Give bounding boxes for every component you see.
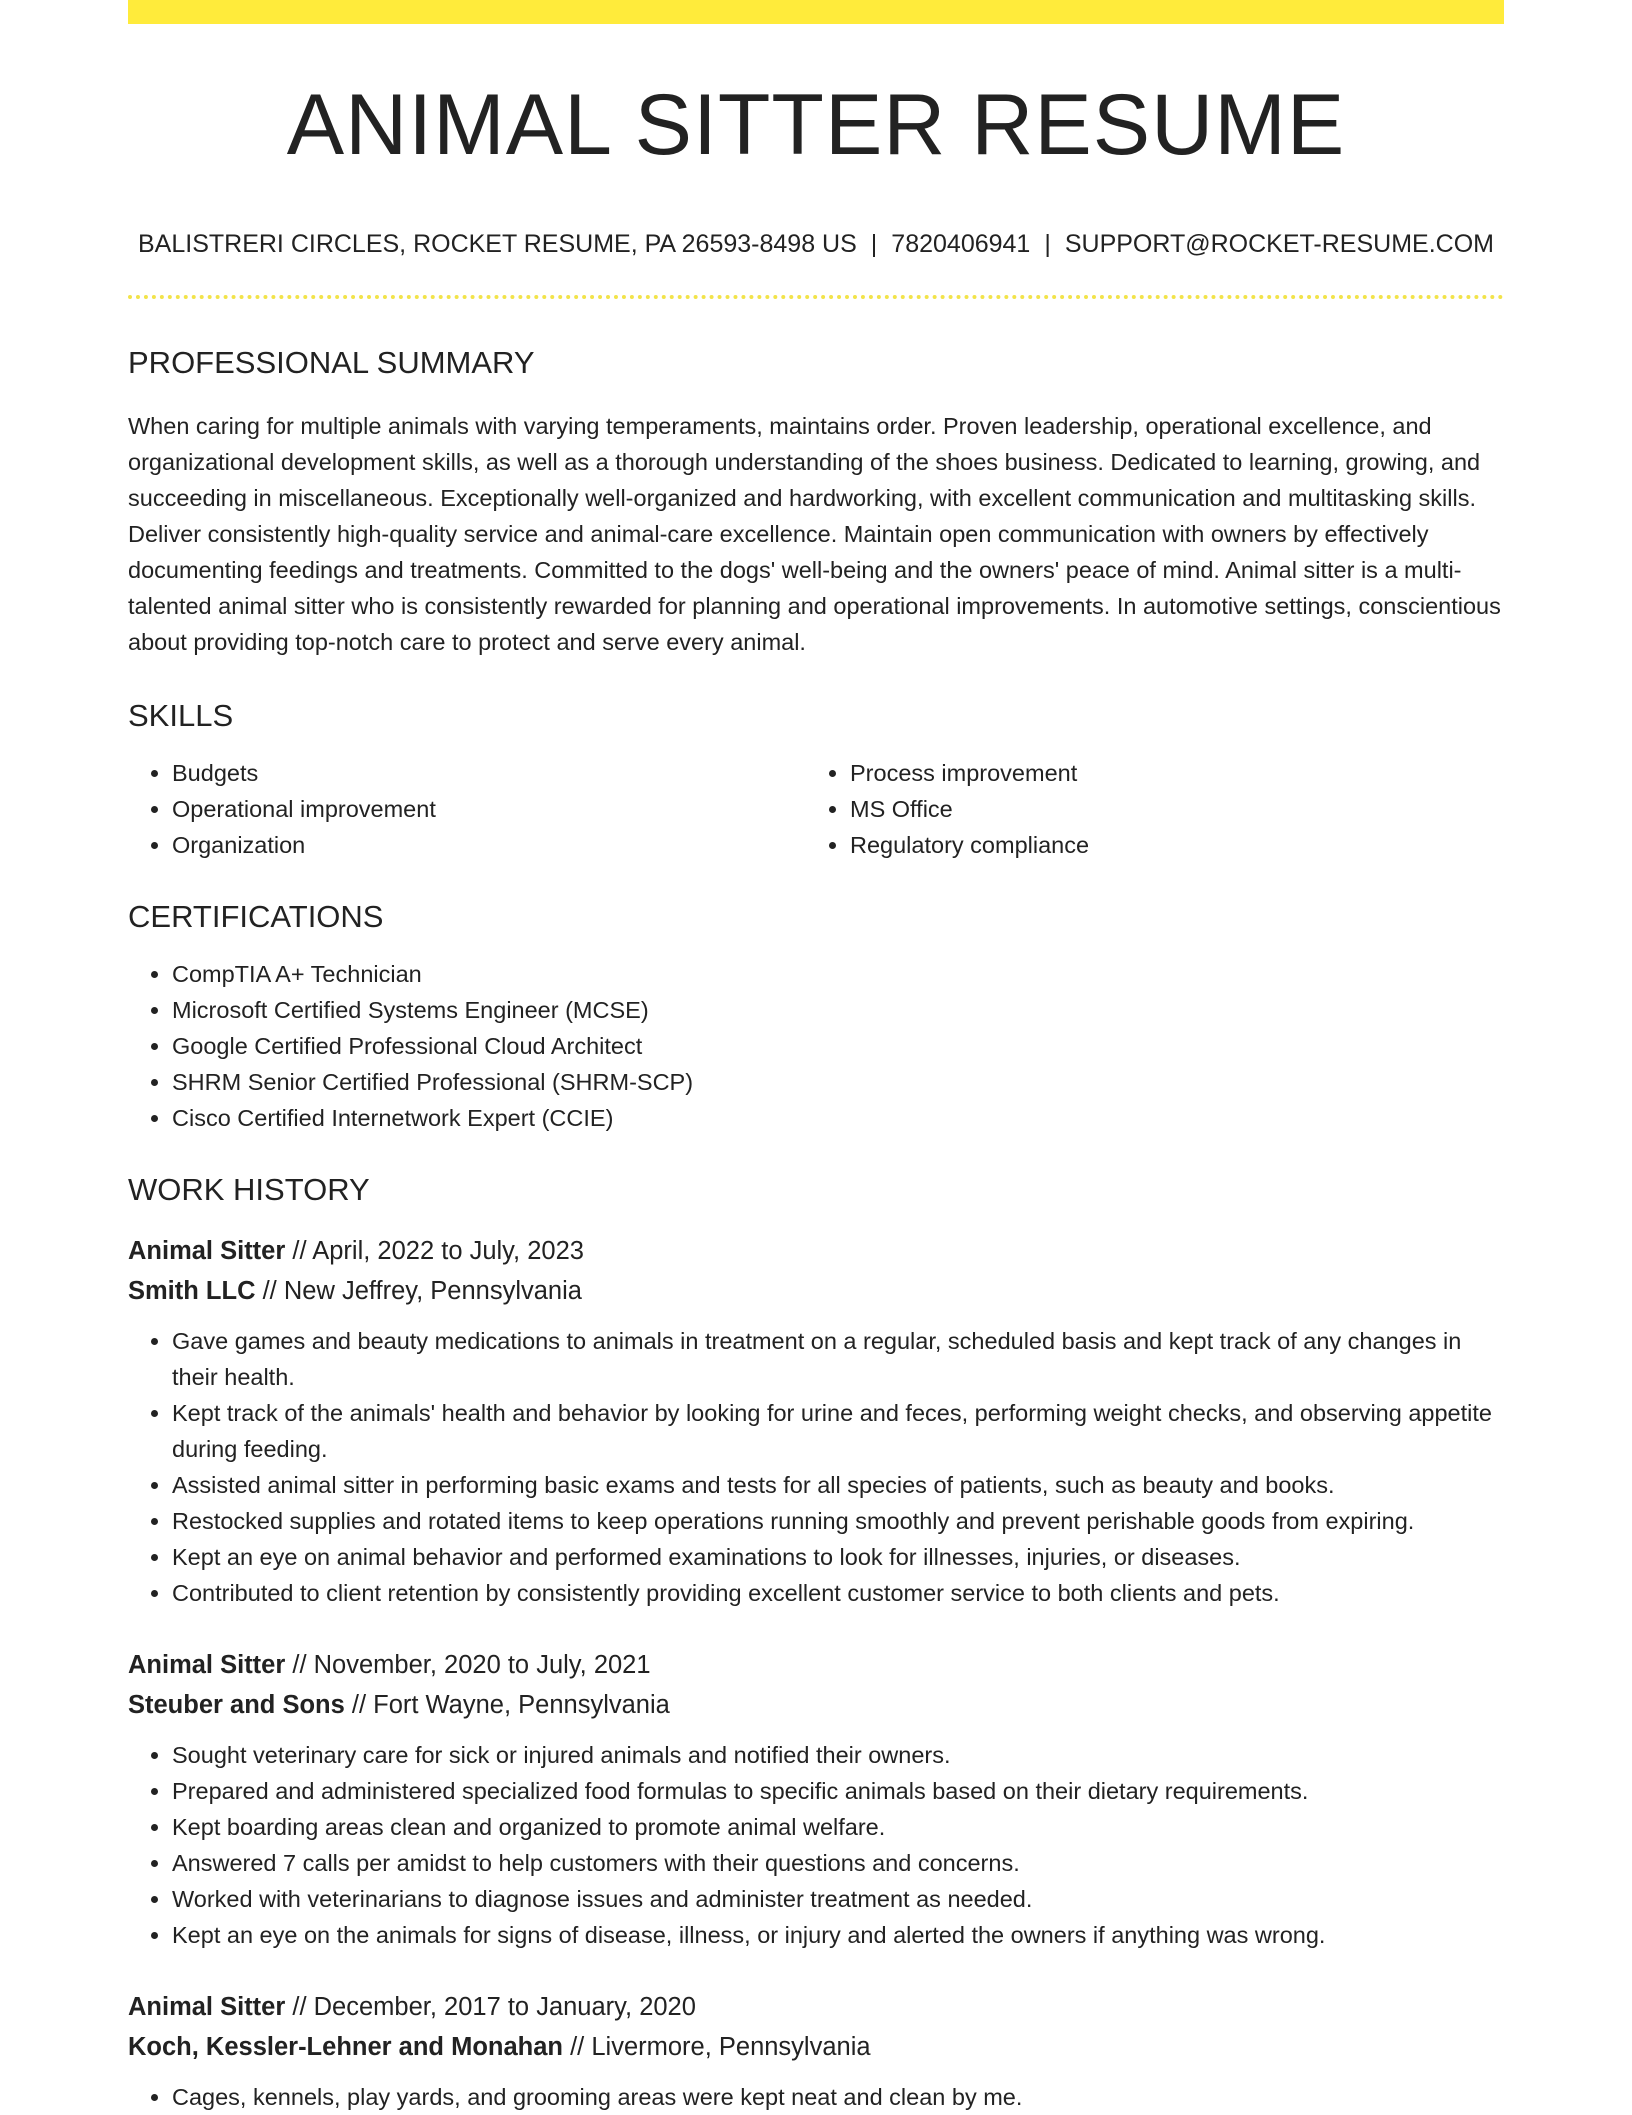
list-item: • Budgets xyxy=(172,755,806,791)
job-title-line xyxy=(128,1231,1504,1271)
list-item: • Sought veterinary care for sick or injured animals and notified their owners. xyxy=(172,1737,1504,1773)
list-item: • Kept an eye on the animals for signs of disease, illness, or injury and alerted the owners if anything was wrong. xyxy=(172,1917,1504,1953)
job-location: New Jeffrey, Pennsylvania xyxy=(283,1277,582,1305)
job-title: Animal Sitter xyxy=(128,1237,286,1265)
job-title: Animal Sitter xyxy=(128,1993,286,2021)
contact-address: BALISTRERI CIRCLES, ROCKET RESUME, PA 26593-8498 US xyxy=(138,230,857,258)
jobs-container xyxy=(128,1231,1504,2115)
job-bullets xyxy=(128,1323,1504,1611)
skills-section xyxy=(128,700,1504,863)
list-item: • Kept boarding areas clean and organized to promote animal welfare. xyxy=(172,1809,1504,1845)
skills-columns xyxy=(128,755,1504,863)
section-heading-certifications: CERTIFICATIONS xyxy=(128,899,384,934)
work-history-section xyxy=(128,1174,1504,2115)
section-heading-skills: SKILLS xyxy=(128,698,234,733)
contact-email[interactable]: SUPPORT@ROCKET-RESUME.COM xyxy=(1064,230,1494,258)
certifications-list xyxy=(128,956,1504,1136)
skills-list-right xyxy=(806,755,1484,863)
list-item: • Answered 7 calls per amidst to help customers with their questions and concerns. xyxy=(172,1845,1504,1881)
accent-top-bar xyxy=(128,0,1504,24)
job-title-line xyxy=(128,1987,1504,2027)
job-separator: // xyxy=(285,1993,314,2021)
job-location: Livermore, Pennsylvania xyxy=(591,2033,871,2061)
section-heading-work-history: WORK HISTORY xyxy=(128,1172,370,1207)
list-item: • Assisted animal sitter in performing basic exams and tests for all species of patients, such as beauty and books. xyxy=(172,1467,1504,1503)
job-separator: // xyxy=(344,1691,374,1719)
skills-list-left xyxy=(128,755,806,863)
list-item: • CompTIA A+ Technician xyxy=(172,956,1504,992)
resume-title: ANIMAL SITTER RESUME xyxy=(286,77,1346,173)
list-item: • Kept track of the animals' health and behavior by looking for urine and feces, performing weight checks, and observing appetite during feeding. xyxy=(172,1395,1504,1467)
certifications-section xyxy=(128,901,1504,1136)
list-item: • Regulatory compliance xyxy=(850,827,1484,863)
list-item: • Operational improvement xyxy=(172,791,806,827)
job-dates: April, 2022 to July, 2023 xyxy=(312,1237,584,1265)
job-company: Koch, Kessler-Lehner and Monahan xyxy=(128,2033,563,2061)
list-item: • Cages, kennels, play yards, and grooming areas were kept neat and clean by me. xyxy=(172,2079,1504,2115)
job-separator: // xyxy=(285,1651,314,1679)
job-entry xyxy=(128,1231,1504,1611)
list-item: • Google Certified Professional Cloud Architect xyxy=(172,1028,1504,1064)
skills-column-left xyxy=(128,755,806,863)
job-dates: November, 2020 to July, 2021 xyxy=(313,1651,651,1679)
job-company-line xyxy=(128,2027,1504,2067)
job-separator: // xyxy=(285,1237,313,1265)
list-item: • MS Office xyxy=(850,791,1484,827)
job-bullets xyxy=(128,2079,1504,2115)
list-item: • Microsoft Certified Systems Engineer (MCSE) xyxy=(172,992,1504,1028)
job-separator: // xyxy=(563,2033,592,2061)
list-item: • Cisco Certified Internetwork Expert (CCIE) xyxy=(172,1100,1504,1136)
job-separator: // xyxy=(255,1277,284,1305)
list-item: • Gave games and beauty medications to animals in treatment on a regular, scheduled basis and kept track of any changes in their health. xyxy=(172,1323,1504,1395)
job-company-line xyxy=(128,1685,1504,1725)
contact-separator: | xyxy=(1044,230,1051,258)
skills-column-right xyxy=(806,755,1484,863)
job-company: Steuber and Sons xyxy=(128,1691,345,1719)
list-item: • Worked with veterinarians to diagnose issues and administer treatment as needed. xyxy=(172,1881,1504,1917)
list-item: • SHRM Senior Certified Professional (SHRM-SCP) xyxy=(172,1064,1504,1100)
list-item: • Process improvement xyxy=(850,755,1484,791)
list-item: • Prepared and administered specialized food formulas to specific animals based on their dietary requirements. xyxy=(172,1773,1504,1809)
job-company-line xyxy=(128,1271,1504,1311)
job-title: Animal Sitter xyxy=(128,1651,286,1679)
contact-line xyxy=(128,232,1504,257)
summary-section xyxy=(128,347,1504,660)
list-item: • Kept an eye on animal behavior and performed examinations to look for illnesses, injuries, or diseases. xyxy=(172,1539,1504,1575)
summary-text: When caring for multiple animals with varying temperaments, maintains order. Proven leadership, operational excellence, and organizational development skills, as well as a thorough understanding of the shoes business. Dedicated to learning, growing, and succeeding in miscellaneous. Exceptionally well-organized and hardworking, with excellent communication and multitasking skills. Deliver consistently high-quality service and animal-care excellence. Maintain open communication with owners by effectively documenting feedings and treatments. Committed to the dogs' well-being and the owners' peace of mind. Animal sitter is a multi-talented animal sitter who is consistently rewarded for planning and operational improvements. In automotive settings, conscientious about providing top-notch care to protect and serve every animal. xyxy=(128,413,1501,655)
list-item: • Restocked supplies and rotated items to keep operations running smoothly and prevent perishable goods from expiring. xyxy=(172,1503,1504,1539)
job-location: Fort Wayne, Pennsylvania xyxy=(373,1691,670,1719)
contact-separator: | xyxy=(870,230,878,258)
job-dates: December, 2017 to January, 2020 xyxy=(313,1993,696,2021)
section-heading-summary: PROFESSIONAL SUMMARY xyxy=(128,345,535,380)
contact-phone: 7820406941 xyxy=(891,230,1031,258)
job-entry xyxy=(128,1987,1504,2115)
job-company: Smith LLC xyxy=(128,1277,256,1305)
job-bullets xyxy=(128,1737,1504,1953)
list-item: • Organization xyxy=(172,827,806,863)
list-item: • Contributed to client retention by consistently providing excellent customer service to both clients and pets. xyxy=(172,1575,1504,1611)
job-title-line xyxy=(128,1645,1504,1685)
dotted-divider xyxy=(128,295,1504,299)
resume-page xyxy=(128,0,1504,2115)
job-entry xyxy=(128,1645,1504,1953)
